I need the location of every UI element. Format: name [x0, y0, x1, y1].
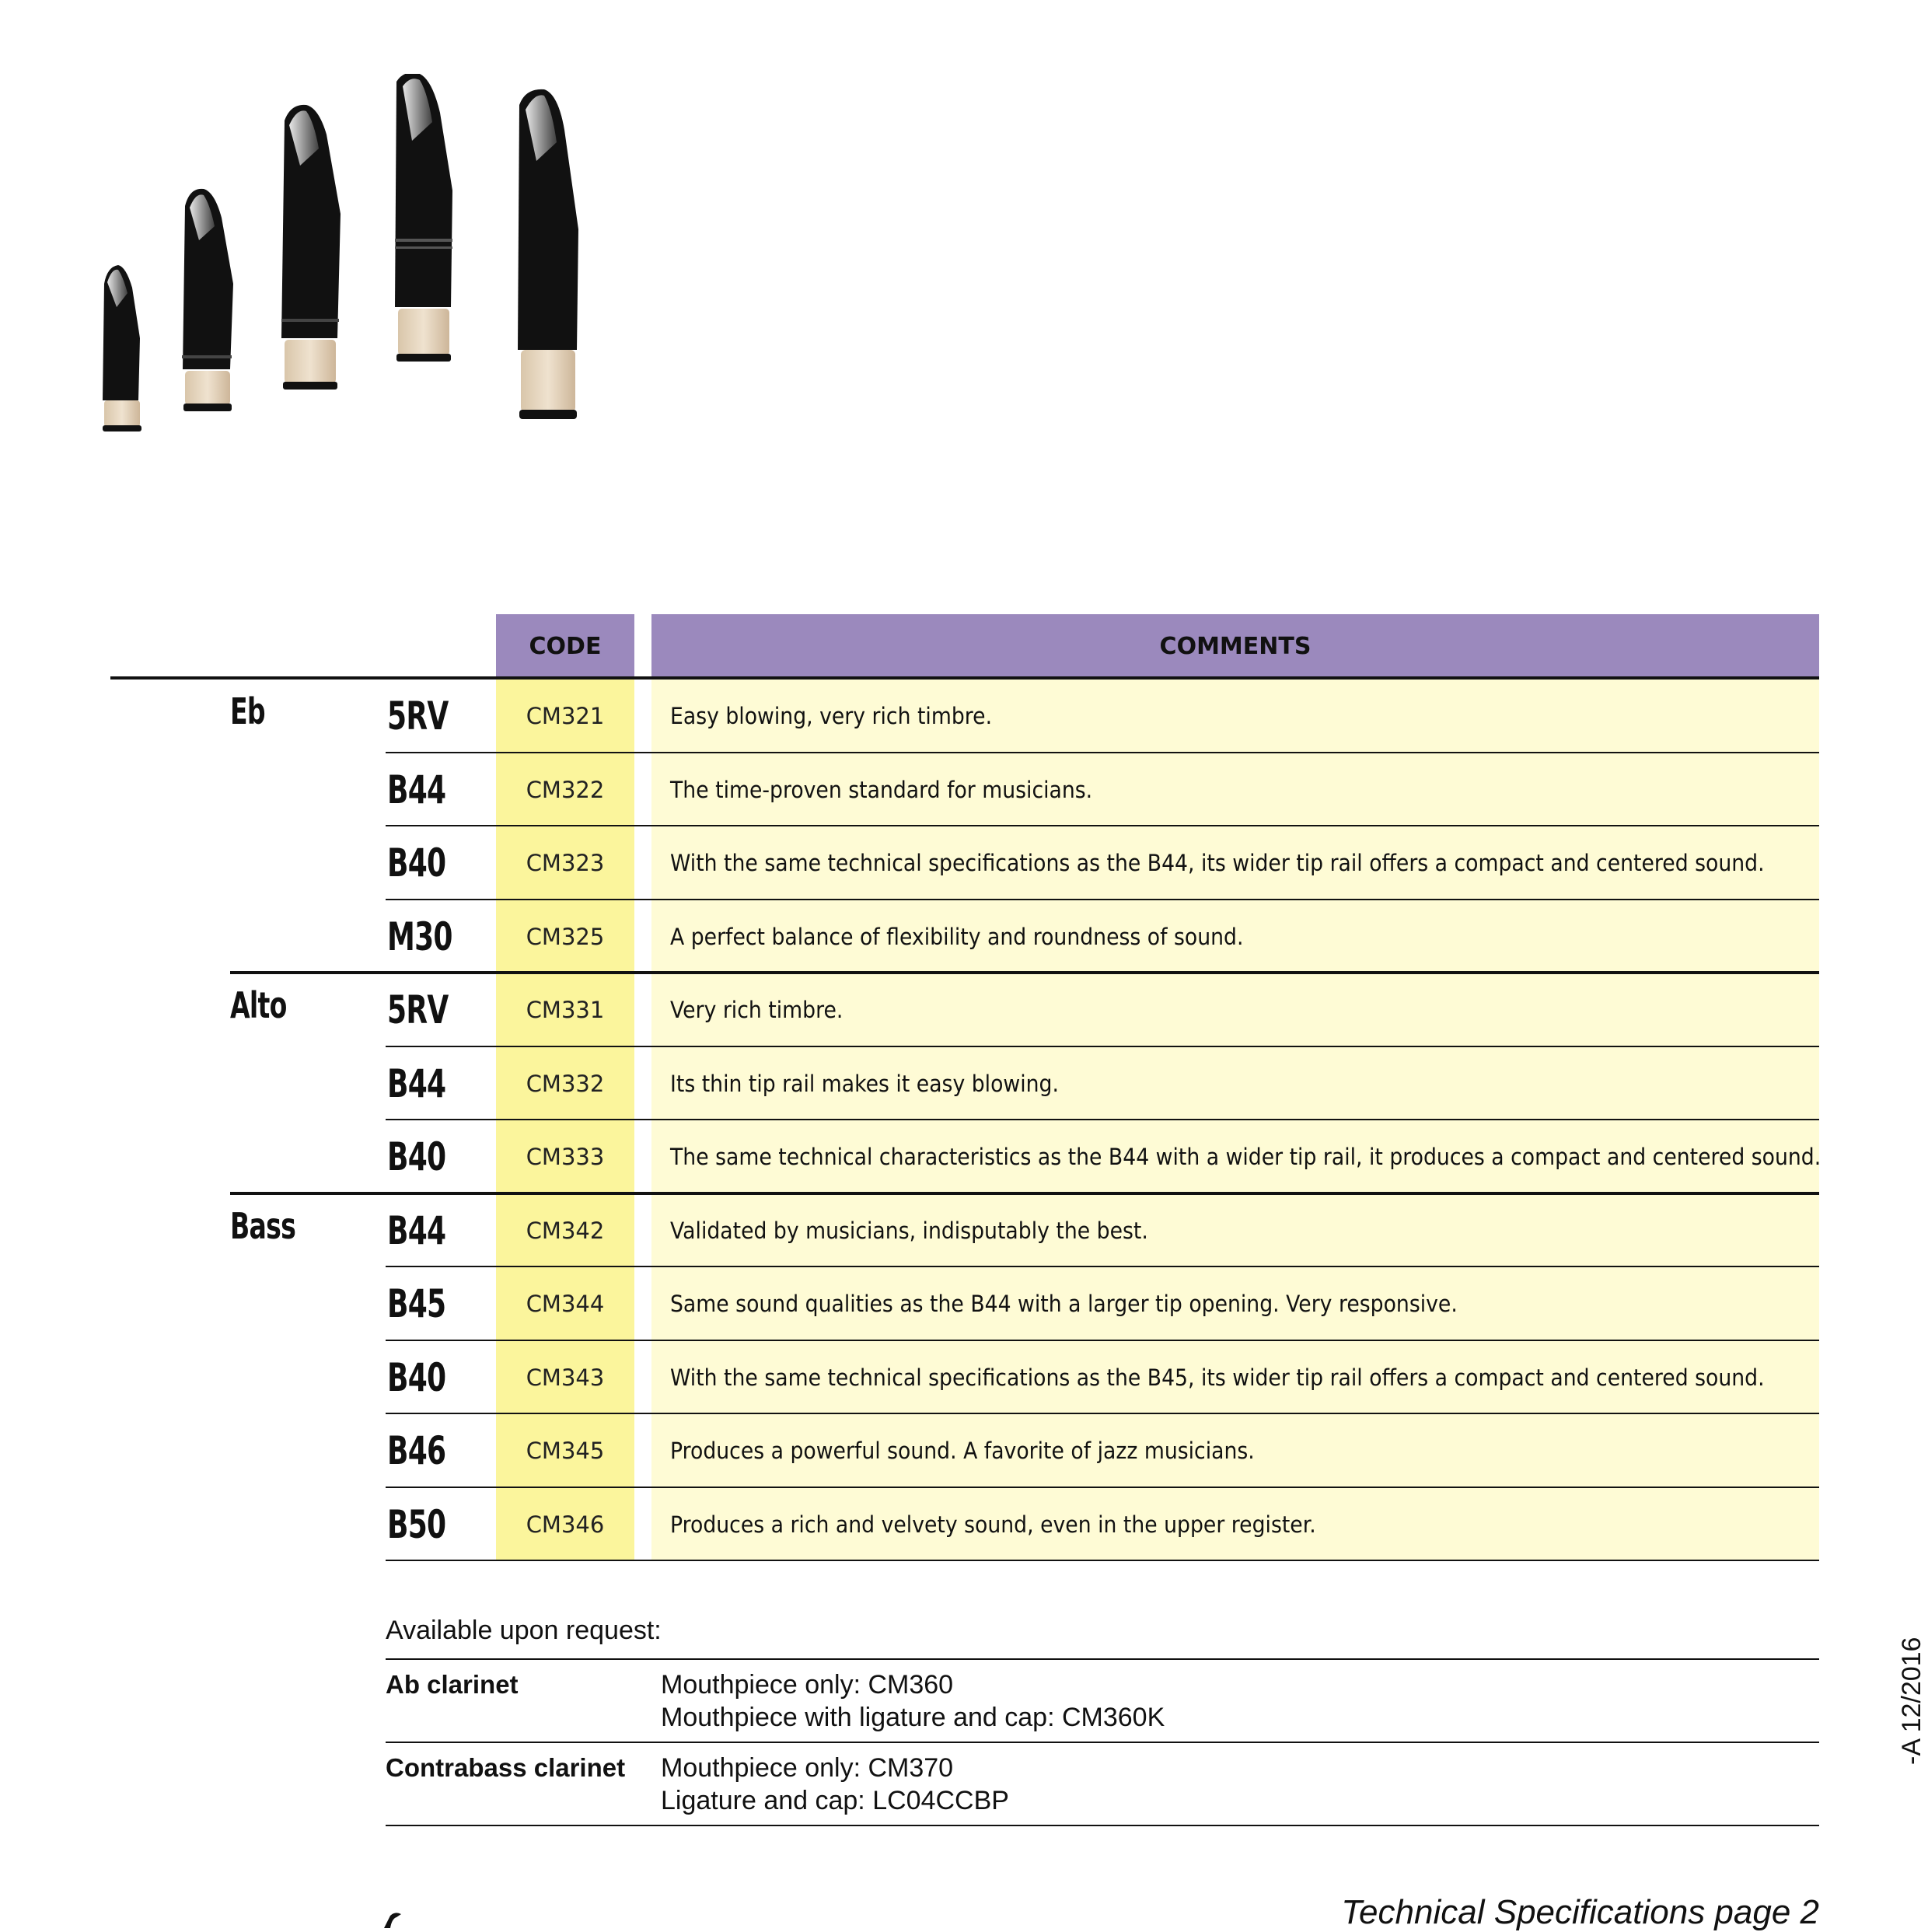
request-title: Available upon request: — [386, 1616, 662, 1645]
product-code: CM322 — [526, 776, 605, 803]
product-comment: Produces a powerful sound. A favorite of jazz musicians. — [670, 1438, 1255, 1464]
model-name: B44 — [387, 767, 446, 812]
family-label: Alto — [230, 984, 287, 1026]
model-name: M30 — [387, 914, 452, 959]
product-code: CM345 — [526, 1438, 605, 1464]
model-name: B44 — [387, 1207, 446, 1253]
logo-fragment-icon — [382, 1911, 403, 1928]
request-item-label: Contrabass clarinet — [386, 1753, 626, 1782]
model-name: B40 — [387, 1134, 446, 1179]
product-code: CM333 — [526, 1144, 605, 1170]
model-name: 5RV — [387, 987, 449, 1032]
request-item-line: Mouthpiece only: CM360 — [661, 1670, 954, 1700]
product-comment: The same technical characteristics as the B44 with a wider tip rail, it produces a compact and centered sound. — [670, 1144, 1821, 1170]
model-name: B45 — [387, 1281, 446, 1326]
family-label: Bass — [230, 1204, 296, 1247]
product-comment: Easy blowing, very rich timbre. — [670, 703, 993, 729]
product-comment: Its thin tip rail makes it easy blowing. — [670, 1070, 1059, 1097]
request-divider — [386, 1825, 1819, 1826]
comments-column-header: COMMENTS — [651, 614, 1819, 678]
product-comment: Produces a rich and velvety sound, even in the upper register. — [670, 1511, 1316, 1538]
request-divider — [386, 1658, 1819, 1660]
code-column-header: CODE — [496, 614, 634, 678]
product-comment: With the same technical specifications as the B45, its wider tip rail offers a compact and centered sound. — [670, 1364, 1765, 1391]
page-footer-label: Technical Specifications page 2 — [1341, 1893, 1819, 1931]
product-code: CM344 — [526, 1291, 605, 1317]
request-divider — [386, 1742, 1819, 1743]
request-item-line: Mouthpiece only: CM370 — [661, 1753, 954, 1783]
product-comment: Very rich timbre. — [670, 997, 844, 1023]
family-label: Eb — [230, 690, 265, 732]
model-name: B50 — [387, 1501, 446, 1547]
model-name: B44 — [387, 1060, 446, 1106]
product-code: CM346 — [526, 1511, 605, 1538]
product-code: CM332 — [526, 1070, 605, 1097]
product-code: CM342 — [526, 1217, 605, 1244]
product-code: CM331 — [526, 997, 605, 1023]
model-name: B40 — [387, 1354, 446, 1400]
side-revision-date: -A 12/2016 — [1897, 1637, 1926, 1765]
product-comment: Same sound qualities as the B44 with a larger tip opening. Very responsive. — [670, 1291, 1458, 1317]
model-name: B46 — [387, 1428, 446, 1473]
product-code: CM343 — [526, 1364, 605, 1391]
request-item-line: Mouthpiece with ligature and cap: CM360K — [661, 1703, 1165, 1732]
product-comment: Validated by musicians, indisputably the best. — [670, 1217, 1148, 1244]
product-code: CM325 — [526, 923, 605, 950]
request-item-label: Ab clarinet — [386, 1670, 519, 1699]
model-name: B40 — [387, 840, 446, 886]
request-item-line: Ligature and cap: LC04CCBP — [661, 1786, 1009, 1815]
model-name: 5RV — [387, 693, 449, 739]
product-code: CM323 — [526, 850, 605, 876]
product-comment: The time-proven standard for musicians. — [670, 776, 1093, 803]
product-comment: A perfect balance of flexibility and roundness of sound. — [670, 923, 1244, 950]
product-code: CM321 — [526, 703, 605, 729]
product-comment: With the same technical specifications as the B44, its wider tip rail offers a compact and centered sound. — [670, 850, 1765, 876]
